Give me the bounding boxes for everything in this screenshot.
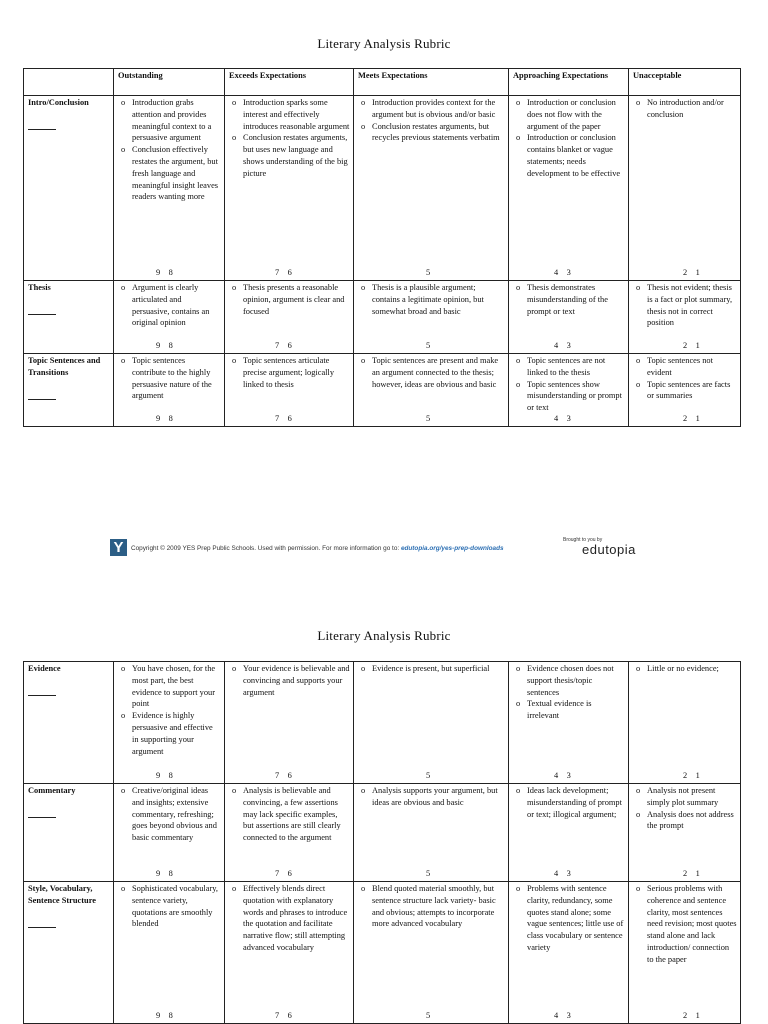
rubric-cell-meets [354, 96, 509, 281]
criteria-list [358, 97, 505, 144]
score-label: 2 1 [683, 268, 700, 278]
criteria-list [118, 282, 221, 329]
rubric-cell-unacceptable [629, 96, 741, 281]
criteria-item: o Introduction sparks some interest and effectively introduces reasonable argument [243, 97, 350, 132]
category-cell [24, 662, 114, 784]
page-title-1: Literary Analysis Rubric [317, 36, 451, 51]
criteria-list [633, 355, 737, 402]
criteria-list [118, 883, 221, 930]
rubric-cell-approaching [509, 784, 629, 882]
score-label: 9 8 [156, 771, 173, 781]
category-label: Style, Vocabulary, Sentence Structure [28, 884, 96, 905]
criteria-item: o Topic sentences are present and make an argument connected to the thesis; however, ideas are obvious and basic [372, 355, 505, 390]
criteria-item: o Thesis presents a reasonable opinion, argument is clear and focused [243, 282, 350, 317]
criteria-list [513, 282, 625, 317]
rubric-cell-unacceptable [629, 882, 741, 1024]
criteria-item: o Problems with sentence clarity, redundancy, some quotes stand alone; some vague sentences; little use of class vocabulary or sentence variety [527, 883, 625, 954]
header-unacceptable: Unacceptable [629, 69, 741, 96]
criteria-item: o Topic sentences are not linked to the thesis [527, 355, 625, 379]
rubric-cell-meets [354, 882, 509, 1024]
score-blank-line [28, 817, 56, 818]
rubric-cell-approaching [509, 662, 629, 784]
criteria-item: o Argument is clearly articulated and persuasive, contains an original opinion [132, 282, 221, 329]
category-cell [24, 882, 114, 1024]
criteria-item: o Thesis demonstrates misunderstanding of the prompt or text [527, 282, 625, 317]
score-label: 7 6 [275, 869, 292, 879]
criteria-list [118, 97, 221, 203]
rubric-cell-unacceptable [629, 281, 741, 354]
criteria-list [229, 883, 350, 954]
category-cell [24, 784, 114, 882]
rubric-cell-outstanding [114, 882, 225, 1024]
criteria-item: o Your evidence is believable and convincing and supports your argument [243, 663, 350, 698]
category-label: Topic Sentences and Transitions [28, 356, 101, 377]
copyright-footer [110, 537, 658, 559]
score-label: 9 8 [156, 869, 173, 879]
yes-prep-logo-icon: Y [110, 539, 127, 556]
rubric-cell-outstanding [114, 354, 225, 427]
criteria-item: o Topic sentences are facts or summaries [647, 379, 737, 403]
criteria-list [358, 785, 505, 809]
rubric-cell-outstanding [114, 281, 225, 354]
criteria-item: o Evidence is present, but superficial [372, 663, 505, 675]
category-label: Intro/Conclusion [28, 98, 89, 107]
criteria-list [633, 883, 737, 966]
category-label: Thesis [28, 283, 51, 292]
category-label: Commentary [28, 786, 76, 795]
score-label: 5 [426, 414, 431, 424]
criteria-item: o Introduction grabs attention and provides meaningful context to a persuasive argument [132, 97, 221, 144]
criteria-list [118, 785, 221, 844]
criteria-item: o Analysis supports your argument, but ideas are obvious and basic [372, 785, 505, 809]
criteria-item: o Analysis not present simply plot summary [647, 785, 737, 809]
score-blank-line [28, 927, 56, 928]
criteria-list [358, 663, 505, 675]
rubric-cell-exceeds [225, 882, 354, 1024]
score-label: 7 6 [275, 341, 292, 351]
criteria-list [358, 883, 505, 930]
rubric-cell-approaching [509, 354, 629, 427]
rubric-row [24, 96, 741, 281]
category-cell [24, 281, 114, 354]
rubric-cell-meets [354, 784, 509, 882]
score-label: 5 [426, 869, 431, 879]
rubric-cell-outstanding [114, 662, 225, 784]
criteria-item: o Topic sentences contribute to the highly persuasive nature of the argument [132, 355, 221, 402]
criteria-item: o Serious problems with coherence and sentence clarity, most sentences need revision; most quotes stand alone and lack introduction/ connection to the paper [647, 883, 737, 966]
criteria-item: o Creative/original ideas and insights; extensive commentary, refreshing; goes beyond obvious and basic commentary [132, 785, 221, 844]
score-label: 2 1 [683, 771, 700, 781]
rubric-row [24, 882, 741, 1024]
criteria-item: o No introduction and/or conclusion [647, 97, 737, 121]
criteria-item: o Little or no evidence; [647, 663, 737, 675]
copyright-text [131, 545, 504, 552]
score-label: 9 8 [156, 414, 173, 424]
score-blank-line [28, 129, 56, 130]
criteria-item: o Topic sentences articulate precise argument; logically linked to thesis [243, 355, 350, 390]
criteria-item: o Introduction provides context for the argument but is obvious and/or basic [372, 97, 505, 121]
rubric-cell-outstanding [114, 96, 225, 281]
rubric-table-2 [23, 661, 741, 1024]
criteria-item: o Introduction or conclusion contains blanket or vague statements; needs development to be effective [527, 132, 625, 179]
criteria-list [358, 282, 505, 317]
criteria-list [118, 663, 221, 757]
criteria-list [358, 355, 505, 390]
rubric-cell-exceeds [225, 662, 354, 784]
criteria-list [229, 355, 350, 390]
criteria-list [513, 663, 625, 722]
score-label: 2 1 [683, 869, 700, 879]
header-outstanding: Outstanding [114, 69, 225, 96]
rubric-cell-unacceptable [629, 784, 741, 882]
score-label: 2 1 [683, 414, 700, 424]
criteria-list [633, 785, 737, 832]
criteria-item: o Conclusion restates arguments, but uses new language and shows understanding of the big picture [243, 132, 350, 179]
score-label: 5 [426, 341, 431, 351]
score-label: 9 8 [156, 1011, 173, 1021]
criteria-item: o Evidence is highly persuasive and effective in supporting your argument [132, 710, 221, 757]
rubric-cell-meets [354, 354, 509, 427]
criteria-item: o Analysis is believable and convincing, a few assertions may lack specific examples, but assertions are still clearly connected to the argument [243, 785, 350, 844]
rubric-table-1 [23, 68, 741, 427]
criteria-item: o You have chosen, for the most part, the best evidence to support your point [132, 663, 221, 710]
page-title-2: Literary Analysis Rubric [317, 628, 451, 643]
criteria-item: o Blend quoted material smoothly, but sentence structure lack variety- basic and obvious; attempts to incorporate more advanced vocabulary [372, 883, 505, 930]
score-label: 4 3 [554, 869, 571, 879]
criteria-item: o Topic sentences not evident [647, 355, 737, 379]
criteria-list [513, 785, 625, 820]
criteria-item: o Thesis not evident; thesis is a fact or plot summary, thesis not in correct position [647, 282, 737, 329]
criteria-list [118, 355, 221, 402]
category-label: Evidence [28, 664, 61, 673]
score-label: 9 8 [156, 268, 173, 278]
criteria-list [229, 97, 350, 180]
header-approaching: Approaching Expectations [509, 69, 629, 96]
rubric-row [24, 281, 741, 354]
rubric-cell-approaching [509, 882, 629, 1024]
criteria-item: o Topic sentences show misunderstanding or prompt or text [527, 379, 625, 414]
criteria-item: o Sophisticated vocabulary, sentence variety, quotations are smoothly blended [132, 883, 221, 930]
score-label: 7 6 [275, 771, 292, 781]
score-label: 2 1 [683, 341, 700, 351]
criteria-item: o Conclusion restates arguments, but recycles previous statements verbatim [372, 121, 505, 145]
criteria-item: o Conclusion effectively restates the argument, but fresh language and meaningful insight leaves readers wanting more [132, 144, 221, 203]
criteria-list [513, 355, 625, 414]
rubric-cell-outstanding [114, 784, 225, 882]
score-blank-line [28, 399, 56, 400]
score-label: 9 8 [156, 341, 173, 351]
criteria-item: o Evidence chosen does not support thesis/topic sentences [527, 663, 625, 698]
rubric-cell-exceeds [225, 354, 354, 427]
score-label: 7 6 [275, 414, 292, 424]
score-label: 4 3 [554, 341, 571, 351]
rubric-row [24, 784, 741, 882]
criteria-list [229, 785, 350, 844]
score-blank-line [28, 695, 56, 696]
score-label: 4 3 [554, 268, 571, 278]
header-exceeds: Exceeds Expectations [225, 69, 354, 96]
download-link[interactable]: edutopia.org/yes-prep-downloads [400, 545, 504, 552]
criteria-list [633, 663, 737, 675]
score-label: 4 3 [554, 771, 571, 781]
rubric-cell-meets [354, 281, 509, 354]
criteria-list [513, 97, 625, 180]
score-label: 4 3 [554, 1011, 571, 1021]
criteria-list [633, 97, 737, 121]
brought-by-text: Brought to you by [563, 537, 603, 543]
rubric-cell-approaching [509, 281, 629, 354]
rubric-cell-meets [354, 662, 509, 784]
score-label: 5 [426, 771, 431, 781]
criteria-item: o Analysis does not address the prompt [647, 809, 737, 833]
header-blank [24, 69, 114, 96]
rubric-row [24, 662, 741, 784]
score-label: 7 6 [275, 268, 292, 278]
criteria-item: o Introduction or conclusion does not flow with the argument of the paper [527, 97, 625, 132]
header-meets: Meets Expectations [354, 69, 509, 96]
score-label: 5 [426, 1011, 431, 1021]
copyright-notice: Copyright © 2009 YES Prep Public Schools. Used with permission. For more information go to: [131, 545, 401, 552]
criteria-list [229, 663, 350, 698]
rubric-cell-exceeds [225, 281, 354, 354]
criteria-item: o Ideas lack development; misunderstanding of prompt or text; illogical argument; [527, 785, 625, 820]
category-cell [24, 354, 114, 427]
score-label: 7 6 [275, 1011, 292, 1021]
criteria-item: o Thesis is a plausible argument; contains a legitimate opinion, but somewhat broad and basic [372, 282, 505, 317]
criteria-list [513, 883, 625, 954]
category-cell [24, 96, 114, 281]
criteria-list [229, 282, 350, 317]
score-label: 2 1 [683, 1011, 700, 1021]
rubric-cell-approaching [509, 96, 629, 281]
score-label: 4 3 [554, 414, 571, 424]
rubric-cell-unacceptable [629, 662, 741, 784]
criteria-list [633, 282, 737, 329]
rubric-cell-unacceptable [629, 354, 741, 427]
edutopia-logo: edutopia [582, 542, 636, 557]
criteria-item: o Textual evidence is irrelevant [527, 698, 625, 722]
criteria-item: o Effectively blends direct quotation with explanatory words and phrases to introduce the quotation and facilitate narrative flow; still attempting advanced vocabulary [243, 883, 350, 954]
rubric-cell-exceeds [225, 784, 354, 882]
rubric-cell-exceeds [225, 96, 354, 281]
score-label: 5 [426, 268, 431, 278]
rubric-row [24, 354, 741, 427]
header-row [24, 69, 741, 96]
score-blank-line [28, 314, 56, 315]
